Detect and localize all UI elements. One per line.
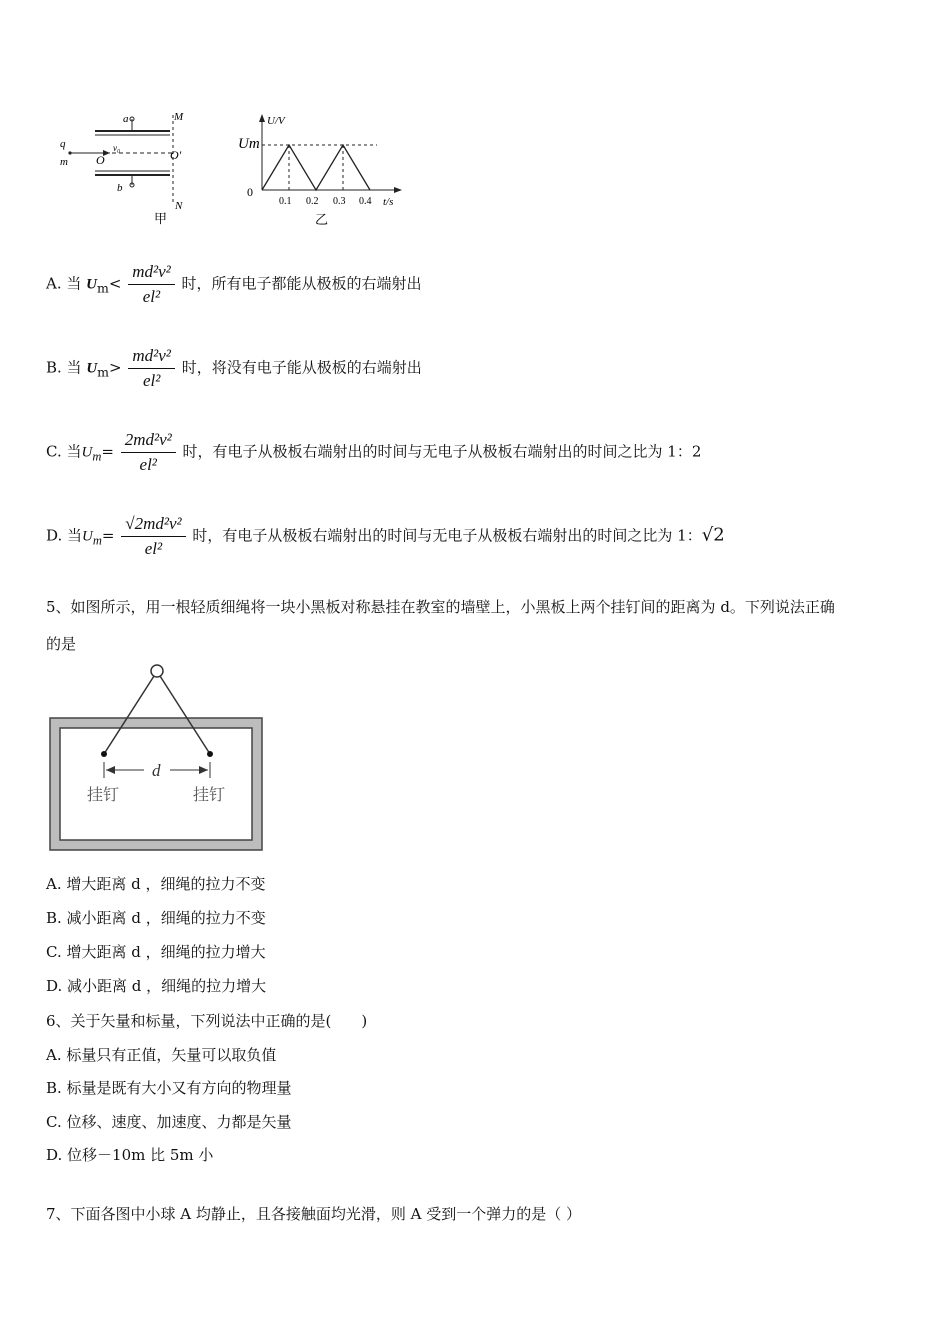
tick-label: 0.4: [359, 196, 372, 207]
label-M: M: [174, 111, 184, 123]
nail-right-label: 挂钉: [193, 785, 226, 804]
q6-option-c: C. 位移、速度、加速度、力都是矢量: [46, 1113, 292, 1131]
q4-option-d: D. 当$U_m=$ $\frac{\text{√2md²v²}}{\text{el²}}$ 时，有电子从极板右端射出的时间与无电子从极板右端射出的时间之比为 1：√2: [46, 514, 725, 558]
label-q: q: [60, 138, 66, 150]
caption-jia: 甲: [154, 211, 168, 226]
q7-stem: 7、下面各图中小球 A 均静止，且各接触面均光滑，则 A 受到一个弹力的是（ ）: [46, 1205, 582, 1223]
y-axis-label: U/V: [267, 115, 285, 127]
fraction: $\frac{\text{md²v²}}{\text{el²}}$: [128, 346, 175, 391]
q5-option-d: D. 减小距离 d ，细绳的拉力增大: [46, 977, 267, 995]
distance-d-label: d: [152, 761, 161, 780]
um-label: Um: [238, 136, 260, 152]
fraction: $\frac{\text{md²v²}}{\text{el²}}$: [128, 262, 175, 307]
figure-blackboard: [46, 662, 268, 856]
q5-option-a: A. 增大距离 d ，细绳的拉力不变: [46, 875, 266, 893]
x-axis-label: t/s: [383, 196, 394, 208]
tick-label: 0.2: [306, 196, 319, 207]
q5-stem-line-2: 的是: [46, 635, 77, 653]
q5-stem-line-1: 5、如图所示，用一根轻质细绳将一块小黑板对称悬挂在教室的墙壁上，小黑板上两个挂钉间的距离为 d。下列说法正确: [46, 598, 835, 616]
fraction: $\frac{\text{2md²v²}}{\text{el²}}$: [121, 430, 176, 475]
fraction: $\frac{\text{√2md²v²}}{\text{el²}}$: [121, 514, 185, 559]
nail-left-label: 挂钉: [87, 785, 120, 804]
label-a: a: [123, 113, 129, 125]
label-m: m: [60, 156, 68, 168]
caption-yi: 乙: [315, 212, 329, 227]
origin-label: 0: [247, 185, 253, 199]
label-b: b: [117, 182, 123, 194]
label-O: O: [96, 153, 105, 167]
q5-option-c: C. 增大距离 d ，细绳的拉力增大: [46, 943, 266, 961]
label-N: N: [175, 200, 183, 212]
label-v0: v₀: [113, 143, 121, 153]
q6-option-a: A. 标量只有正值，矢量可以取负值: [46, 1046, 277, 1064]
q6-stem: 6、关于矢量和标量，下列说法中正确的是( ): [46, 1012, 368, 1030]
q6-option-b: B. 标量是既有大小又有方向的物理量: [46, 1079, 292, 1097]
figure-yi: [235, 112, 410, 232]
q4-option-a: A. 当 $U_m<$ $\frac{\text{md²v²}}{\text{el²}}$ 时，所有电子都能从极板的右端射出: [46, 262, 422, 306]
label-O-prime: O′: [170, 148, 182, 162]
figure-jia: [50, 105, 210, 230]
tick-label: 0.3: [333, 196, 346, 207]
q6-option-d: D. 位移－10m 比 5m 小: [46, 1146, 214, 1164]
q4-option-c: C. 当$U_m=$ $\frac{\text{2md²v²}}{\text{el²}}$ 时，有电子从极板右端射出的时间与无电子从极板右端射出的时间之比为 1：2: [46, 430, 702, 474]
q5-option-b: B. 减小距离 d ，细绳的拉力不变: [46, 909, 266, 927]
q4-option-b: B. 当 $U_m>$ $\frac{\text{md²v²}}{\text{el²}}$ 时，将没有电子能从极板的右端射出: [46, 346, 422, 390]
tick-label: 0.1: [279, 196, 292, 207]
